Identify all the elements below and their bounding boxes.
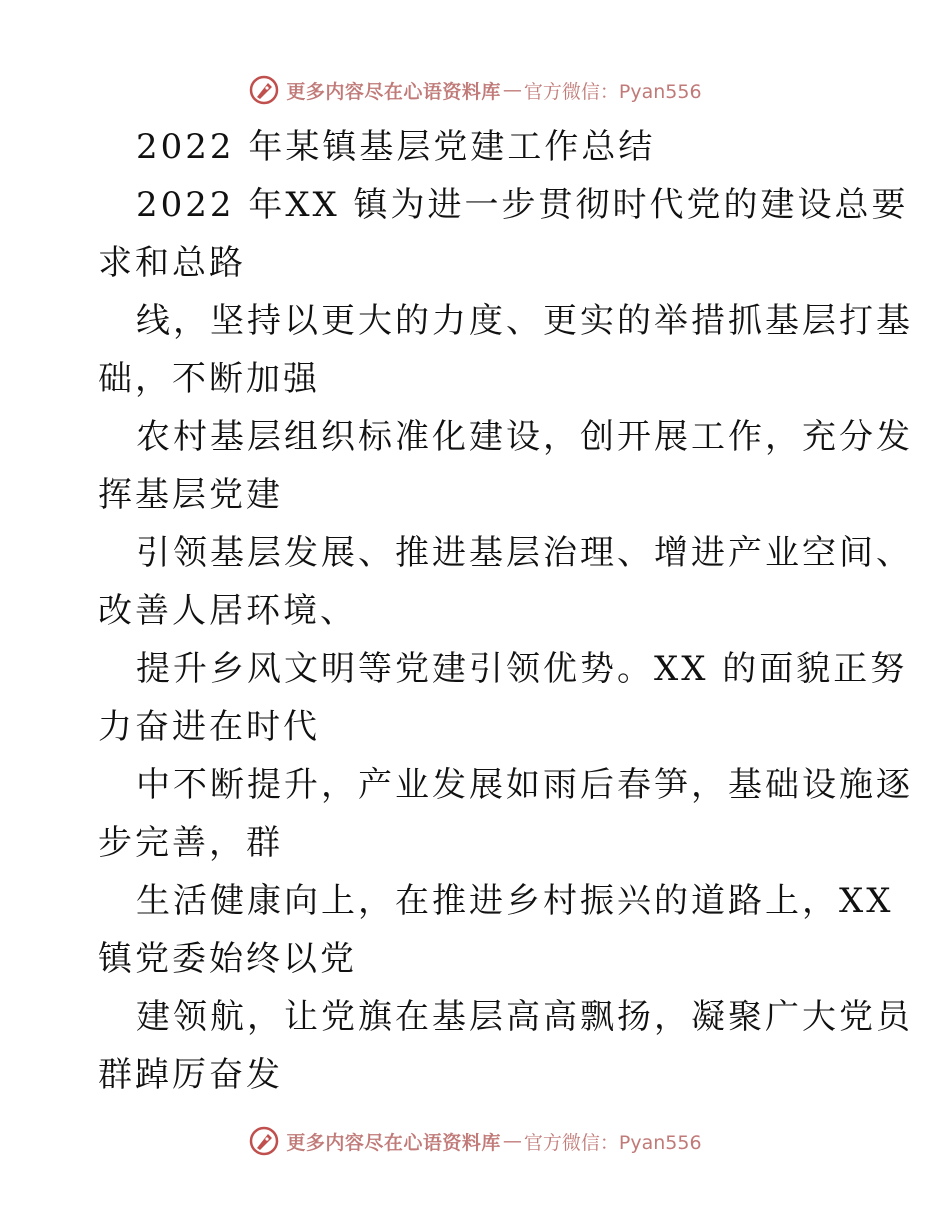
paragraph-line: 2022 年XX 镇为进一步贯彻时代党的建设总要 — [136, 185, 909, 225]
paragraph-line: 群踔厉奋发 — [98, 1055, 283, 1095]
paragraph-line: 中不断提升，产业发展如雨后春笋，基础设施逐 — [136, 765, 913, 805]
watermark-separator: — — [502, 1130, 522, 1152]
watermark-site-text: 更多内容尽在心语资料库 — [286, 1131, 501, 1154]
paragraph-line: 引领基层发展、推进基层治理、增进产业空间、 — [136, 533, 913, 573]
watermark-wechat-text: 官方微信：Pyan556 — [523, 1131, 702, 1154]
document-title: 2022 年某镇基层党建工作总结 — [136, 127, 656, 167]
paragraph-line: 镇党委始终以党 — [98, 939, 357, 979]
paragraph-line: 挥基层党建 — [98, 475, 283, 515]
paragraph-line: 步完善，群 — [98, 823, 283, 863]
document-body — [98, 118, 913, 1104]
footer-watermark — [0, 1121, 950, 1161]
watermark-site-text: 更多内容尽在心语资料库 — [286, 80, 501, 103]
watermark-wechat-text: 官方微信：Pyan556 — [523, 80, 702, 103]
paragraph-line: 生活健康向上，在推进乡村振兴的道路上，XX — [136, 881, 894, 921]
header-watermark — [0, 70, 950, 110]
paragraph-line: 农村基层组织标准化建设，创开展工作，充分发 — [136, 417, 913, 457]
paragraph-line: 力奋进在时代 — [98, 707, 320, 747]
paragraph-line: 建领航，让党旗在基层高高飘扬，凝聚广大党员 — [136, 997, 913, 1037]
paragraph-line: 础，不断加强 — [98, 359, 320, 399]
paragraph-line: 求和总路 — [98, 243, 246, 283]
watermark-separator: — — [502, 79, 522, 101]
paragraph-line: 提升乡风文明等党建引领优势。XX 的面貌正努 — [136, 649, 908, 689]
paragraph-line: 改善人居环境、 — [98, 591, 357, 631]
paragraph-line: 线，坚持以更大的力度、更实的举措抓基层打基 — [136, 301, 913, 341]
pen-nib-logo-icon — [248, 74, 280, 106]
pen-nib-logo-icon — [248, 1125, 280, 1157]
